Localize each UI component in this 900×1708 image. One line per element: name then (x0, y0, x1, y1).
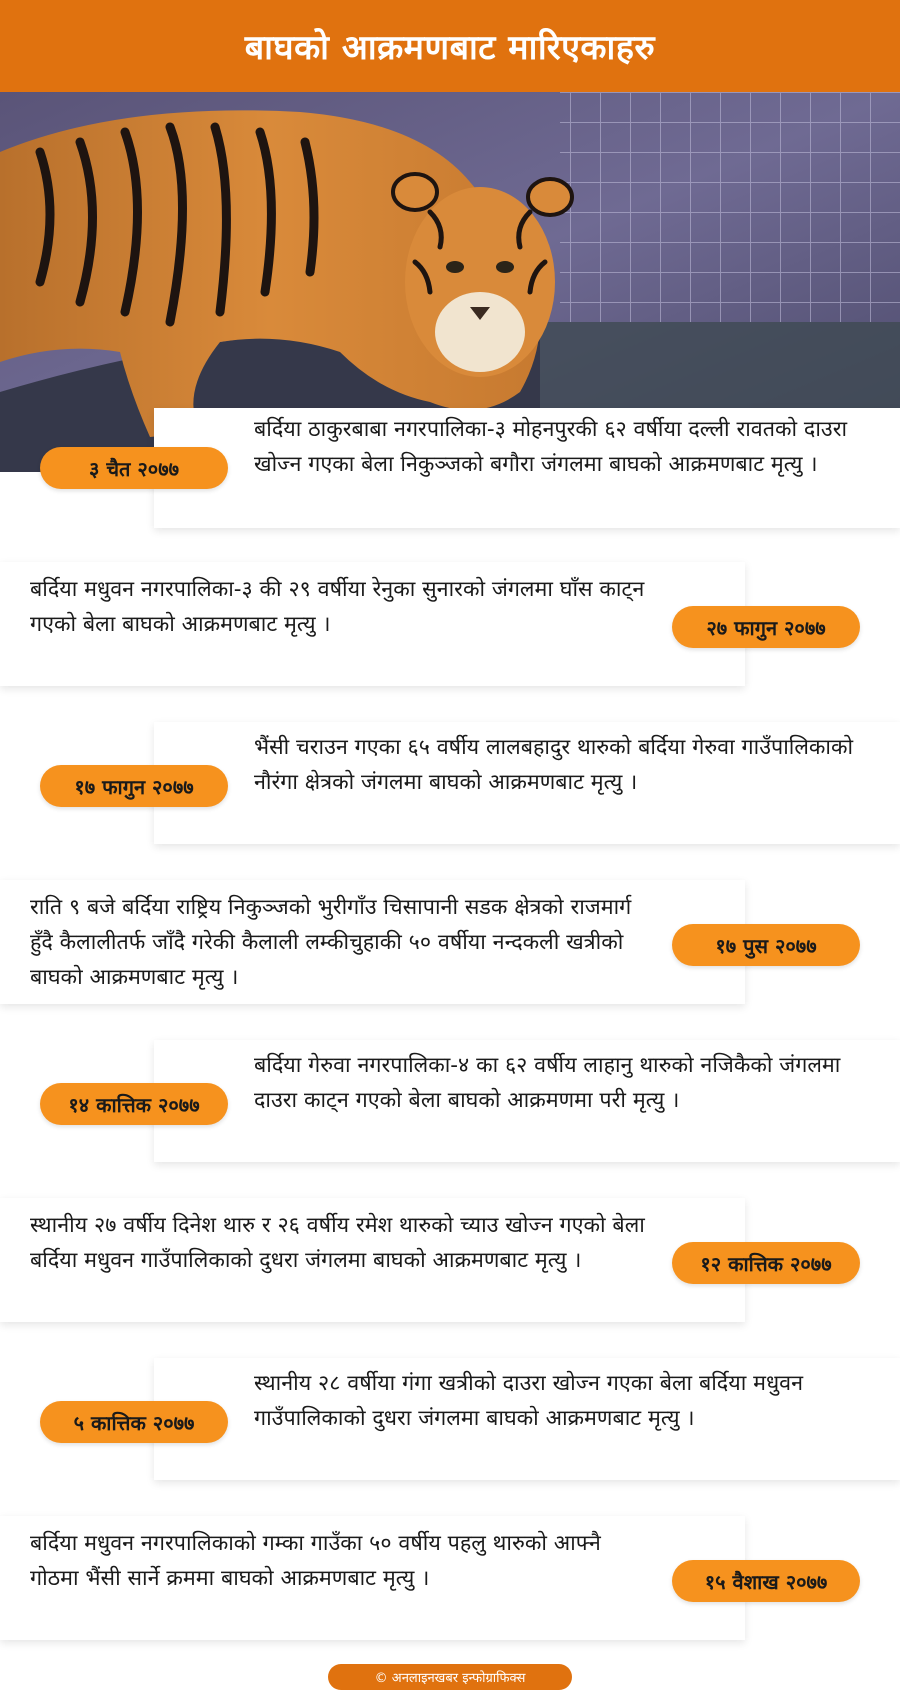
event-text: बर्दिया मधुवन नगरपालिका-३ की २९ वर्षीया रेनुका सुनारको जंगलमा घाँस काट्न गएको बेला बाघको आक्रमणबाट मृत्यु । (30, 577, 645, 637)
title-banner (0, 0, 900, 92)
event-card-7 (154, 1358, 900, 1480)
event-text: राति ९ बजे बर्दिया राष्ट्रिय निकुञ्जको भुरीगाँउ चिसापानी सडक क्षेत्रको राजमार्ग हुँदै कैलालीतर्फ जाँदै गरेकी कैलाली लम्कीचुहाकी ५० वर्षीया नन्दकली खत्रीको बाघको आक्रमणबाट मृत्यु । (30, 895, 632, 990)
date-badge: १४ कात्तिक २०७७ (40, 1083, 228, 1125)
date-badge: ३ चैत २०७७ (40, 447, 228, 489)
event-text: भैंसी चराउन गएका ६५ वर्षीय लालबहादुर थारुको बर्दिया गेरुवा गाउँपालिकाको नौरंगा क्षेत्रको जंगलमा बाघको आक्रमणबाट मृत्यु । (254, 735, 854, 795)
event-card-4 (0, 880, 745, 1004)
event-card-3 (154, 722, 900, 844)
date-badge: १७ पुस २०७७ (672, 924, 860, 966)
date-badge: १५ वैशाख २०७७ (672, 1560, 860, 1602)
event-card-5 (154, 1040, 900, 1162)
event-card-8 (0, 1516, 745, 1640)
date-badge: २७ फागुन २०७७ (672, 606, 860, 648)
event-card-6 (0, 1198, 745, 1322)
page-title: बाघको आक्रमणबाट मारिएकाहरु (244, 28, 656, 68)
event-card-2 (0, 562, 745, 686)
event-text: स्थानीय २८ वर्षीया गंगा खत्रीको दाउरा खोज्न गएका बेला बर्दिया मधुवन गाउँपालिकाको दुधरा जंगलमा बाघको आक्रमणबाट मृत्यु । (254, 1371, 804, 1431)
footer-credit: © अनलाइनखबर इन्फोग्राफिक्स (328, 1664, 572, 1690)
event-text: बर्दिया गेरुवा नगरपालिका-४ का ६२ वर्षीय लाहानु थारुको नजिकैको जंगलमा दाउरा काट्न गएको बेला बाघको आक्रमणमा परी मृत्यु । (254, 1053, 841, 1113)
event-text: स्थानीय २७ वर्षीय दिनेश थारु र २६ वर्षीय रमेश थारुको च्याउ खोज्न गएको बेला बर्दिया मधुवन गाउँपालिकाको दुधरा जंगलमा बाघको आक्रमणबाट मृत्यु । (30, 1213, 645, 1273)
event-card-1 (154, 408, 900, 528)
date-badge: ५ कात्तिक २०७७ (40, 1401, 228, 1443)
date-badge: १७ फागुन २०७७ (40, 765, 228, 807)
event-text: बर्दिया मधुवन नगरपालिकाको गम्का गाउँका ५० वर्षीय पहलु थारुको आफ्नै गोठमा भैंसी सार्ने क्रममा बाघको आक्रमणबाट मृत्यु । (30, 1531, 601, 1591)
date-badge: १२ कात्तिक २०७७ (672, 1242, 860, 1284)
event-text: बर्दिया ठाकुरबाबा नगरपालिका-३ मोहनपुरकी ६२ वर्षीया दल्ली रावतको दाउरा खोज्न गएका बेला निकुञ्जको बगौरा जंगलमा बाघको आक्रमणबाट मृत्यु । (254, 417, 848, 477)
